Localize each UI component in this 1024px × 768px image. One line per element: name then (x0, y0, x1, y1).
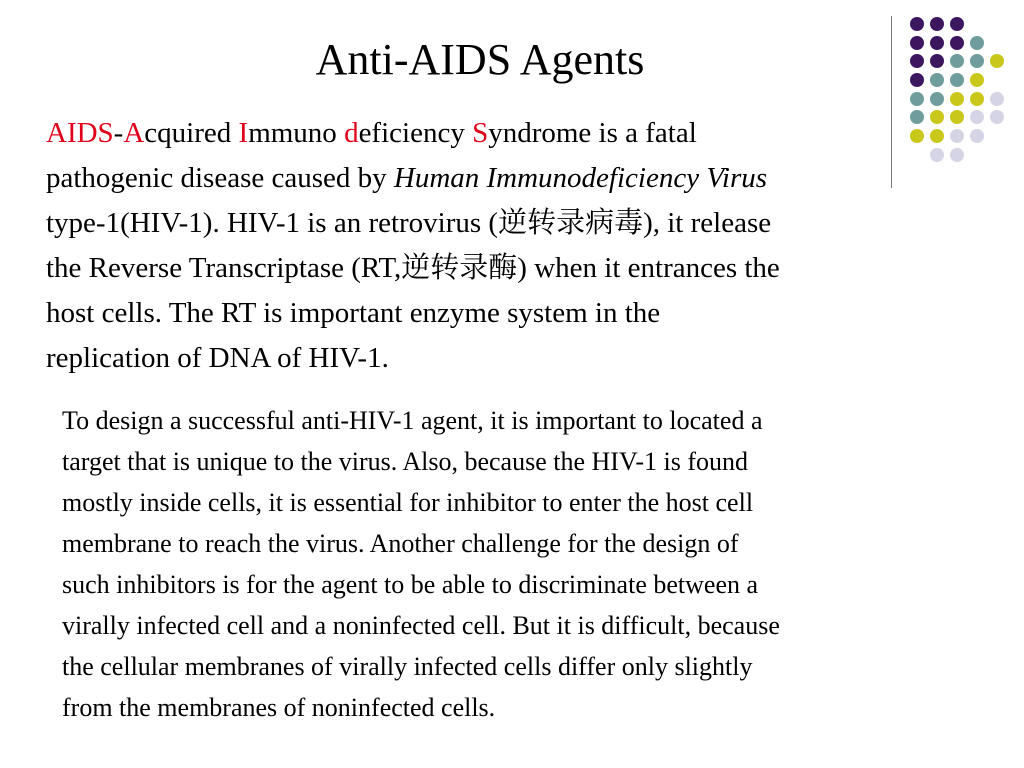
design-challenge-paragraph (62, 400, 1017, 728)
decorative-dot (930, 17, 944, 31)
decorative-dot (910, 36, 924, 50)
virus-name-italic: Human Immunodeficiency Virus (393, 162, 768, 194)
decorative-dot (990, 92, 1004, 106)
decorative-dot (970, 36, 984, 50)
paragraph-line: type-1(HIV-1). HIV-1 is an retrovirus (逆转录病毒), it release (46, 207, 772, 239)
acronym-letter-a: A (123, 117, 145, 149)
decorative-dot (970, 54, 984, 68)
decorative-dot (930, 73, 944, 87)
paragraph-line: membrane to reach the virus. Another challenge for the design of (62, 529, 739, 558)
word-deficiency-rest: eficiency (358, 117, 473, 149)
paragraph-line (46, 156, 1001, 201)
decorative-dot (950, 17, 964, 31)
word-syndrome-rest: yndrome is a fatal (488, 117, 697, 149)
paragraph-line (46, 111, 1001, 156)
word-immuno-rest: mmuno (248, 117, 345, 149)
decorative-dot (950, 36, 964, 50)
line-text: pathogenic disease caused by (46, 162, 394, 194)
decorative-dot (970, 73, 984, 87)
paragraph-line: from the membranes of noninfected cells. (62, 693, 496, 722)
aids-definition-paragraph (46, 111, 1001, 381)
aids-acronym: AIDS (46, 117, 114, 149)
paragraph-line: mostly inside cells, it is essential for inhibitor to enter the host cell (62, 488, 754, 517)
paragraph-line: host cells. The RT is important enzyme system in the (46, 297, 661, 329)
decorative-dot (990, 54, 1004, 68)
decorative-dot (910, 54, 924, 68)
paragraph-line: the Reverse Transcriptase (RT,逆转录酶) when it entrances the (46, 252, 780, 284)
acronym-letter-s: S (472, 117, 489, 149)
decorative-dot (950, 73, 964, 87)
decorative-dot (930, 54, 944, 68)
decorative-dot (910, 73, 924, 87)
acronym-letter-i: I (238, 117, 249, 149)
decorative-dot (970, 92, 984, 106)
paragraph-line: replication of DNA of HIV-1. (46, 342, 389, 374)
paragraph-line: such inhibitors is for the agent to be able to discriminate between a (62, 570, 759, 599)
acronym-dash: - (113, 117, 124, 149)
decorative-dot (950, 54, 964, 68)
decorative-dot (910, 92, 924, 106)
decorative-dot (930, 36, 944, 50)
slide-title: Anti-AIDS Agents (315, 35, 645, 84)
decorative-dot (950, 92, 964, 106)
paragraph-line: the cellular membranes of virally infected cells differ only slightly (62, 652, 753, 681)
paragraph-line: target that is unique to the virus. Also, because the HIV-1 is found (62, 447, 749, 476)
decorative-dot (930, 92, 944, 106)
paragraph-line: virally infected cell and a noninfected cell. But it is difficult, because (62, 611, 780, 640)
acronym-letter-d: d (344, 117, 359, 149)
word-acquired-rest: cquired (144, 117, 239, 149)
paragraph-line: To design a successful anti-HIV-1 agent, it is important to located a (62, 406, 763, 435)
decorative-dot (910, 17, 924, 31)
